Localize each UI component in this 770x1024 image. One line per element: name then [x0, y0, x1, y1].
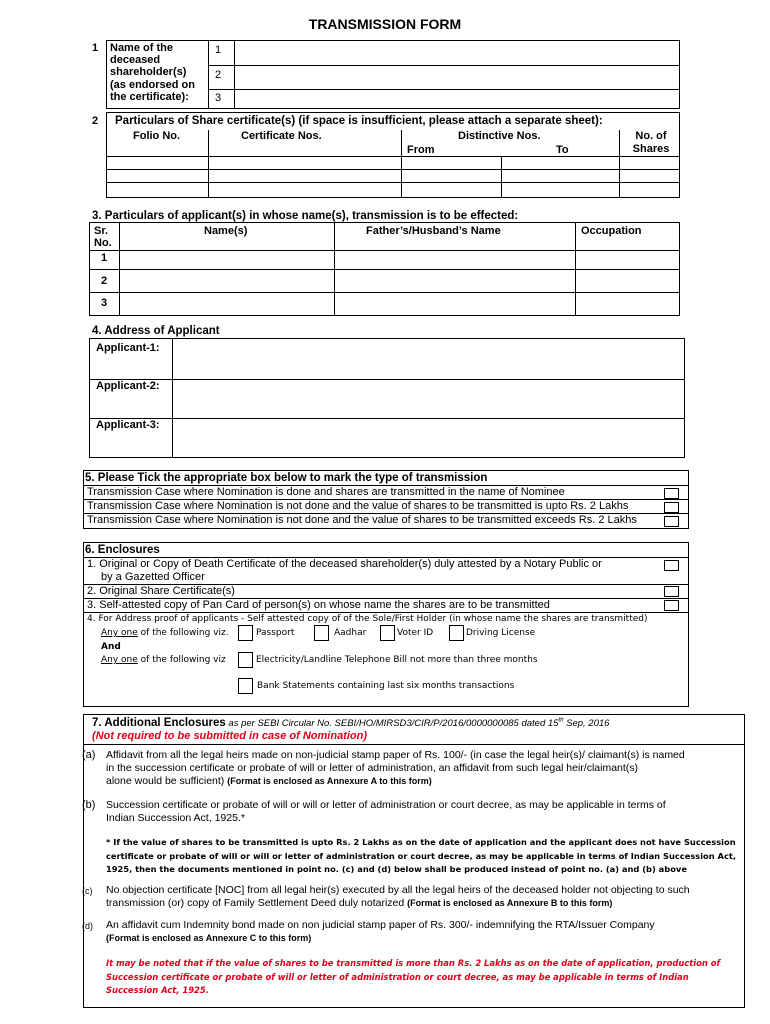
item-a-label: (a) — [82, 749, 96, 761]
applicant-row-2: 2 — [101, 275, 108, 287]
col-from: From — [407, 144, 435, 156]
share-certificate-heading: Particulars of Share certificate(s) (if space is insufficient, please attach a separate sheet): — [115, 115, 603, 127]
section-1-number: 1 — [92, 42, 99, 54]
bank-statement-checkbox[interactable] — [238, 678, 253, 694]
applicant-1-address-field[interactable] — [174, 340, 682, 378]
share-certificate-table — [106, 112, 680, 198]
enclosure-2: 2. Original Share Certificate(s) — [87, 585, 235, 597]
enclosures-heading: 6. Enclosures — [85, 544, 160, 556]
high-value-warning: It may be noted that if the value of shares to be transmitted is more than Rs. 2 Lakhs as on the date of application, production of Succession certificate or probate of will or letter of administration or court decree, as may be applicable in terms of Indian Succession Act, 1925. — [106, 958, 721, 995]
applicant-2-address-field[interactable] — [174, 380, 682, 417]
item-b-text: Succession certificate or probate of will or will or letter of administration or court decree, as may be applicable in terms of Indian Succession Act, 1925.* — [106, 799, 666, 824]
transmission-option-1-label: Transmission Case where Nomination is done and shares are transmitted in the name of Nominee — [87, 486, 565, 498]
transmission-option-2-checkbox[interactable] — [664, 502, 679, 513]
address-proof-option-1: Any one of the following viz. — [101, 628, 229, 638]
col-distinctive: Distinctive Nos. — [458, 130, 541, 142]
aadhar-checkbox[interactable] — [314, 625, 329, 641]
col-certificate: Certificate Nos. — [241, 130, 322, 142]
additional-enclosures-heading: 7. Additional Enclosures as per SEBI Circular No. SEBI/HO/MIRSD3/CIR/P/2016/0000000085 dated 15th Sep, 2016 — [92, 717, 610, 729]
item-b-label: (b) — [82, 799, 96, 811]
and-label: And — [101, 642, 121, 652]
not-required-note: (Not required to be submitted in case of Nomination) — [92, 730, 368, 742]
col-father-husband: Father’s/Husband’s Name — [366, 225, 501, 237]
section-2-number: 2 — [92, 115, 99, 127]
address-proof-option-2: Any one of the following viz — [101, 655, 226, 665]
applicant-row-3: 3 — [101, 297, 108, 309]
item-d-label: (d) — [82, 921, 93, 931]
bank-statement-label: Bank Statements containing last six months transactions — [257, 681, 515, 691]
enclosure-4: 4. For Address proof of applicants - Self attested copy of of the Sole/First Holder (in whose name the shares are transmitted) — [87, 614, 648, 624]
col-sr-no: Sr. No. — [94, 225, 112, 249]
col-folio: Folio No. — [133, 130, 181, 142]
applicant-3-address-field[interactable] — [174, 419, 682, 456]
applicant-row-1: 1 — [101, 252, 108, 264]
col-name: Name(s) — [204, 225, 248, 237]
applicants-table — [89, 222, 680, 316]
enclosure-1-line-2: by a Gazetted Officer — [101, 571, 205, 583]
transmission-option-3-checkbox[interactable] — [664, 516, 679, 527]
deceased-name-label: Name of the deceased shareholder(s) (as endorsed on the certificate): — [110, 42, 195, 103]
transmission-option-3-label: Transmission Case where Nomination is not done and the value of shares to be transmitted exceeds Rs. 2 Lakhs — [87, 514, 637, 526]
applicant-1-label: Applicant-1: — [96, 342, 160, 354]
deceased-name-block — [106, 40, 680, 109]
applicants-heading: 3. Particulars of applicant(s) in whose name(s), transmission is to be effected: — [92, 210, 519, 222]
passport-checkbox[interactable] — [238, 625, 253, 641]
page-title: TRANSMISSION FORM — [308, 16, 462, 32]
col-occupation: Occupation — [581, 225, 642, 237]
applicant-3-label: Applicant-3: — [96, 419, 160, 431]
driving-license-checkbox[interactable] — [449, 625, 464, 641]
deceased-row-2: 2 — [215, 69, 222, 81]
deceased-name-1-field[interactable] — [235, 42, 675, 64]
transmission-type-block — [83, 470, 689, 529]
item-c-label: (c) — [82, 886, 93, 896]
deceased-name-3-field[interactable] — [235, 90, 675, 107]
col-no-of-shares: No. of Shares — [632, 130, 670, 155]
electricity-bill-label: Electricity/Landline Telephone Bill not more than three months — [256, 655, 538, 665]
transmission-option-2-label: Transmission Case where Nomination is not done and the value of shares to be transmitted is upto Rs. 2 Lakhs — [87, 500, 629, 512]
transmission-option-1-checkbox[interactable] — [664, 488, 679, 499]
deceased-row-1: 1 — [215, 44, 222, 56]
enclosure-1-checkbox[interactable] — [664, 560, 679, 571]
deceased-name-2-field[interactable] — [235, 66, 675, 88]
item-c-text: No objection certificate [NOC] from all legal heir(s) executed by all the legal heirs of the deceased holder not objecting to such transmission (or) copy of Family Settlement Deed duly notarized (Format is enclosed as Annexure B to this form) — [106, 884, 690, 909]
deceased-row-3: 3 — [215, 92, 222, 104]
enclosure-3: 3. Self-attested copy of Pan Card of person(s) on whose name the shares are to be transmitted — [87, 599, 550, 611]
col-to: To — [556, 144, 569, 156]
enclosure-1-line-1: 1. Original or Copy of Death Certificate of the deceased shareholder(s) duly attested by a Notary Public or — [87, 558, 602, 570]
enclosure-3-checkbox[interactable] — [664, 600, 679, 611]
enclosures-block — [83, 542, 689, 707]
passport-label: Passport — [256, 628, 295, 638]
enclosure-2-checkbox[interactable] — [664, 586, 679, 597]
applicant-2-label: Applicant-2: — [96, 380, 160, 392]
transmission-type-heading: 5. Please Tick the appropriate box below to mark the type of transmission — [85, 472, 488, 484]
voter-id-checkbox[interactable] — [380, 625, 395, 641]
item-a-text: Affidavit from all the legal heirs made on non-judicial stamp paper of Rs. 100/- (in case the legal heir(s)/ claimant(s) is named in the succession certificate or probate of will or letter of administration, an affidavit from such legal heir/claimant(s) alone would be sufficient) (Format is enclosed as Annexure A to this form) — [106, 749, 685, 787]
address-heading: 4. Address of Applicant — [92, 325, 220, 337]
driving-license-label: Driving License — [466, 628, 536, 638]
voter-id-label: Voter ID — [397, 628, 434, 638]
aadhar-label: Aadhar — [334, 628, 367, 638]
electricity-bill-checkbox[interactable] — [238, 652, 253, 668]
succession-note: * If the value of shares to be transmitted is upto Rs. 2 Lakhs as on the date of application and the applicant does not have Succession certificate or probate of will or will or letter of administration or court decree, as may be applicable in terms of Indian Succession Act, 1925, then the documents mentioned in point no. (c) and (d) below shall be produced instead of point no. (a) and (b) above — [106, 837, 736, 874]
item-d-text: An affidavit cum Indemnity bond made on non judicial stamp paper of Rs. 300/- indemnifying the RTA/Issuer Company (Format is enclosed as Annexure C to this form) — [106, 919, 655, 943]
address-table — [89, 338, 685, 458]
